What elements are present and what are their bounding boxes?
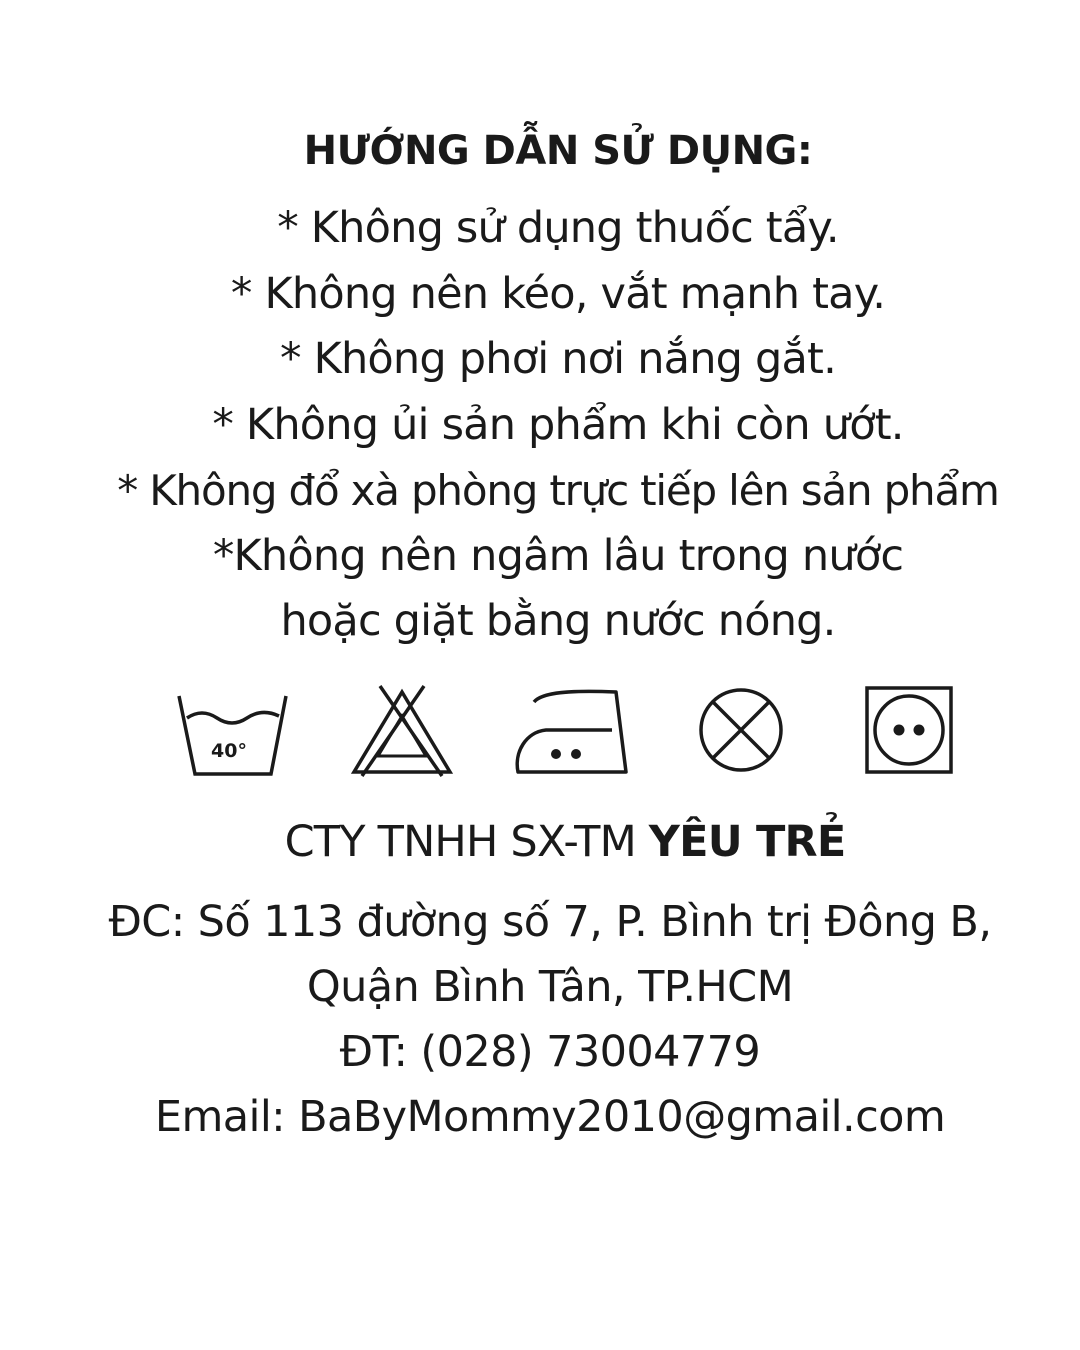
instruction-item: * Không ủi sản phẩm khi còn ướt. — [212, 399, 904, 450]
page-title: HƯỚNG DẪN SỬ DỤNG: — [303, 128, 813, 174]
wash-temperature: 40° — [211, 740, 247, 762]
address-line-2: Quận Bình Tân, TP.HCM — [306, 962, 794, 1012]
instruction-item: * Không nên kéo, vắt mạnh tay. — [230, 268, 886, 319]
care-symbols-row — [0, 680, 1080, 790]
phone-number: ĐT: (028) 73004779 — [339, 1027, 761, 1077]
email-address: Email: BaByMommy2010@gmail.com — [154, 1092, 946, 1142]
iron-medium-heat-icon — [512, 680, 632, 780]
tumble-dry-medium-icon — [863, 680, 955, 780]
instruction-item: hoặc giặt bằng nước nóng. — [280, 596, 836, 646]
wash-40-icon — [175, 680, 290, 780]
instruction-item: * Không phơi nơi nắng gắt. — [280, 334, 836, 384]
instruction-item: * Không đổ xà phòng trực tiếp lên sản phẩm — [117, 466, 999, 515]
company-name — [0, 812, 1080, 872]
contact-info — [0, 890, 1080, 1150]
instruction-item: * Không sử dụng thuốc tẩy. — [277, 203, 839, 253]
address-line-1: ĐC: Số 113 đường số 7, P. Bình trị Đông B, — [108, 897, 992, 947]
instruction-item: *Không nên ngâm lâu trong nước — [212, 530, 904, 581]
company-brand: YÊU TRẺ — [648, 817, 846, 867]
no-tumble-dry-icon — [696, 680, 786, 780]
instructions-list — [0, 196, 1080, 655]
no-bleach-icon — [350, 680, 455, 780]
company-prefix: CTY TNHH SX-TM — [284, 817, 649, 867]
